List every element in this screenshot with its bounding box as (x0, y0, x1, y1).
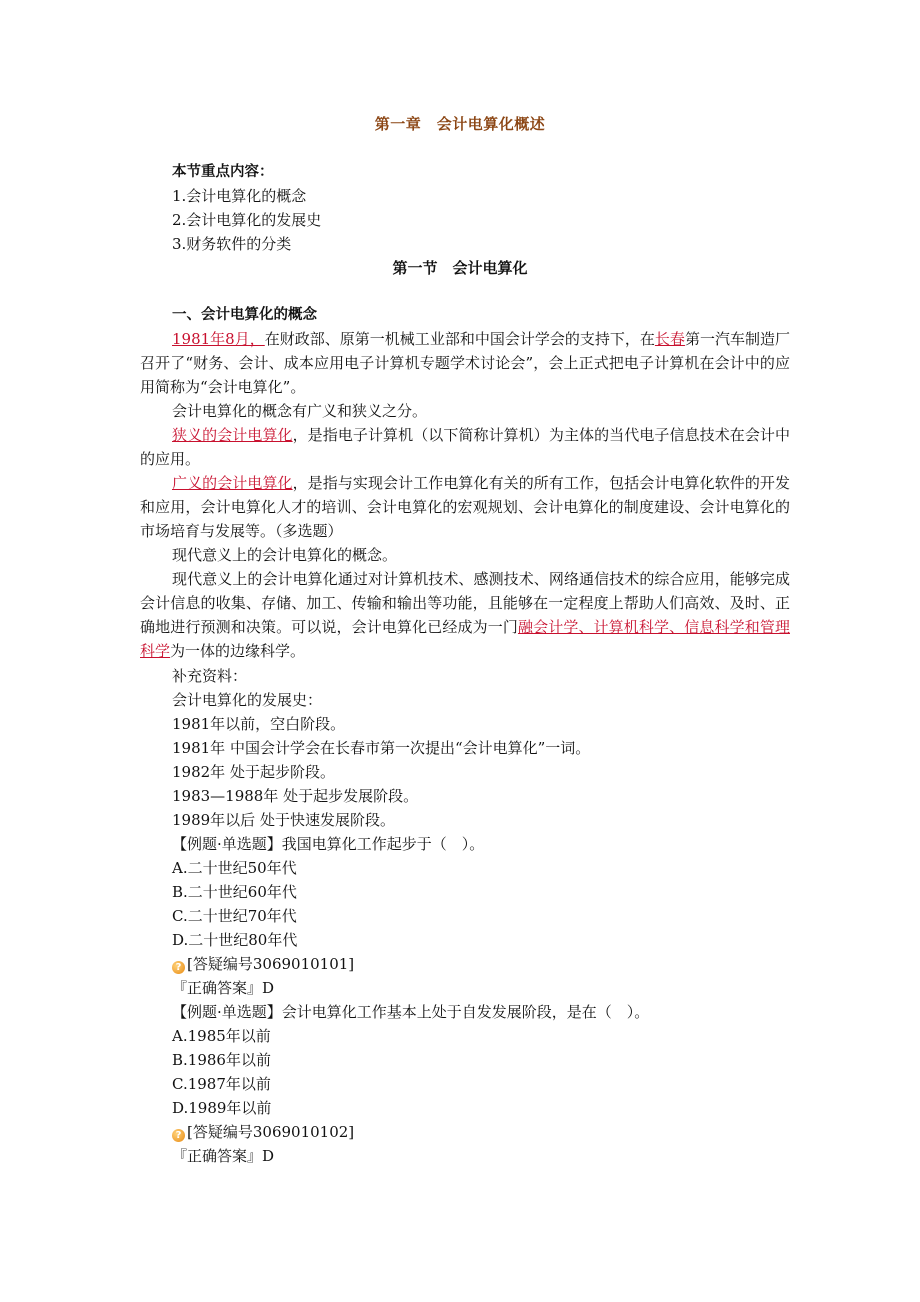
paragraph-text: 第一汽车制造厂召开了“财务、会计、成本应用电子计算机专题学术讨论会”，会上正式把电子计算机在会计中的应用简称为“会计电算化”。 (140, 330, 790, 396)
key-point-item: 2.会计电算化的发展史 (172, 211, 322, 229)
qa-reference[interactable] (140, 1120, 790, 1144)
highlight-city: 长春 (654, 330, 685, 348)
highlight-broad-term: 广义的会计电算化 (172, 474, 293, 492)
highlight-narrow-term: 狭义的会计电算化 (172, 426, 293, 444)
question-option: D.二十世纪80年代 (172, 931, 298, 949)
paragraph-broad-narrow: 会计电算化的概念有广义和狭义之分。 (172, 402, 428, 420)
key-points (140, 160, 790, 256)
question-option: A.二十世纪50年代 (172, 859, 297, 877)
question-option: C.二十世纪70年代 (172, 907, 297, 925)
qa-reference[interactable] (140, 952, 790, 976)
question-option: D.1989年以前 (172, 1099, 272, 1117)
history-title: 会计电算化的发展史： (172, 691, 323, 709)
question-option: B.1986年以前 (172, 1051, 271, 1069)
supplement-section (140, 664, 790, 1168)
paragraph-modern-concept (140, 567, 790, 663)
concept-section (140, 303, 790, 663)
question-circle-icon[interactable]: ? (172, 1129, 185, 1142)
question-option: B.二十世纪60年代 (172, 883, 297, 901)
highlight-disciplines: 融会计学、计算机科学、信息科学和管理科学 (140, 618, 790, 660)
history-item: 1981年以前，空白阶段。 (172, 715, 346, 733)
paragraph-narrow-definition (140, 423, 790, 471)
key-point-item: 1.会计电算化的概念 (172, 187, 307, 205)
question-option: A.1985年以前 (172, 1027, 271, 1045)
key-points-heading: 本节重点内容： (172, 164, 274, 180)
question-stem: 【例题·单选题】我国电算化工作起步于（ ）。 (172, 835, 485, 853)
qa-reference-text: [答疑编号3069010102] (187, 1123, 355, 1141)
paragraph-text: ，是指与实现会计工作电算化有关的所有工作，包括会计电算化软件的开发和应用，会计电算化人才的培训、会计电算化的宏观规划、会计电算化的制度建设、会计电算化的市场培育与发展等。（多选题） (140, 474, 790, 540)
paragraph-modern-concept-title: 现代意义上的会计电算化的概念。 (172, 546, 398, 564)
paragraph-origin (140, 327, 790, 399)
question-stem: 【例题·单选题】会计电算化工作基本上处于自发发展阶段，是在（ ）。 (172, 1003, 650, 1021)
history-item: 1983—1988年 处于起步发展阶段。 (172, 787, 419, 805)
paragraph-text: 现代意义上的会计电算化通过对计算机技术、感测技术、网络通信技术的综合应用，能够完成会计信息的收集、存储、加工、传输和输出等功能，且能够在一定程度上帮助人们高效、及时、正确地进行预测和决策。可以说，会计电算化已经成为一门 (140, 570, 790, 636)
correct-answer: 『正确答案』D (172, 979, 275, 997)
supplement-label: 补充资料： (172, 667, 248, 685)
qa-reference-text: [答疑编号3069010101] (187, 955, 355, 973)
history-item: 1982年 处于起步阶段。 (172, 763, 335, 781)
question-circle-icon[interactable]: ? (172, 961, 185, 974)
chapter-title: 第一章 会计电算化概述 (374, 115, 546, 133)
paragraph-text: 为一体的边缘科学。 (170, 642, 306, 660)
key-point-item: 3.财务软件的分类 (172, 235, 292, 253)
section-title: 第一节 会计电算化 (392, 259, 528, 277)
history-item: 1989年以后 处于快速发展阶段。 (172, 811, 395, 829)
paragraph-text: 在财政部、原第一机械工业部和中国会计学会的支持下，在 (264, 330, 655, 348)
concept-heading: 一、会计电算化的概念 (172, 307, 317, 323)
highlight-date: 1981年8月， (172, 330, 265, 348)
correct-answer: 『正确答案』D (172, 1147, 275, 1165)
paragraph-text: ，是指电子计算机（以下简称计算机）为主体的当代电子信息技术在会计中的应用。 (140, 426, 790, 468)
history-item: 1981年 中国会计学会在长春市第一次提出“会计电算化”一词。 (172, 739, 591, 757)
paragraph-broad-definition (140, 471, 790, 543)
question-option: C.1987年以前 (172, 1075, 271, 1093)
